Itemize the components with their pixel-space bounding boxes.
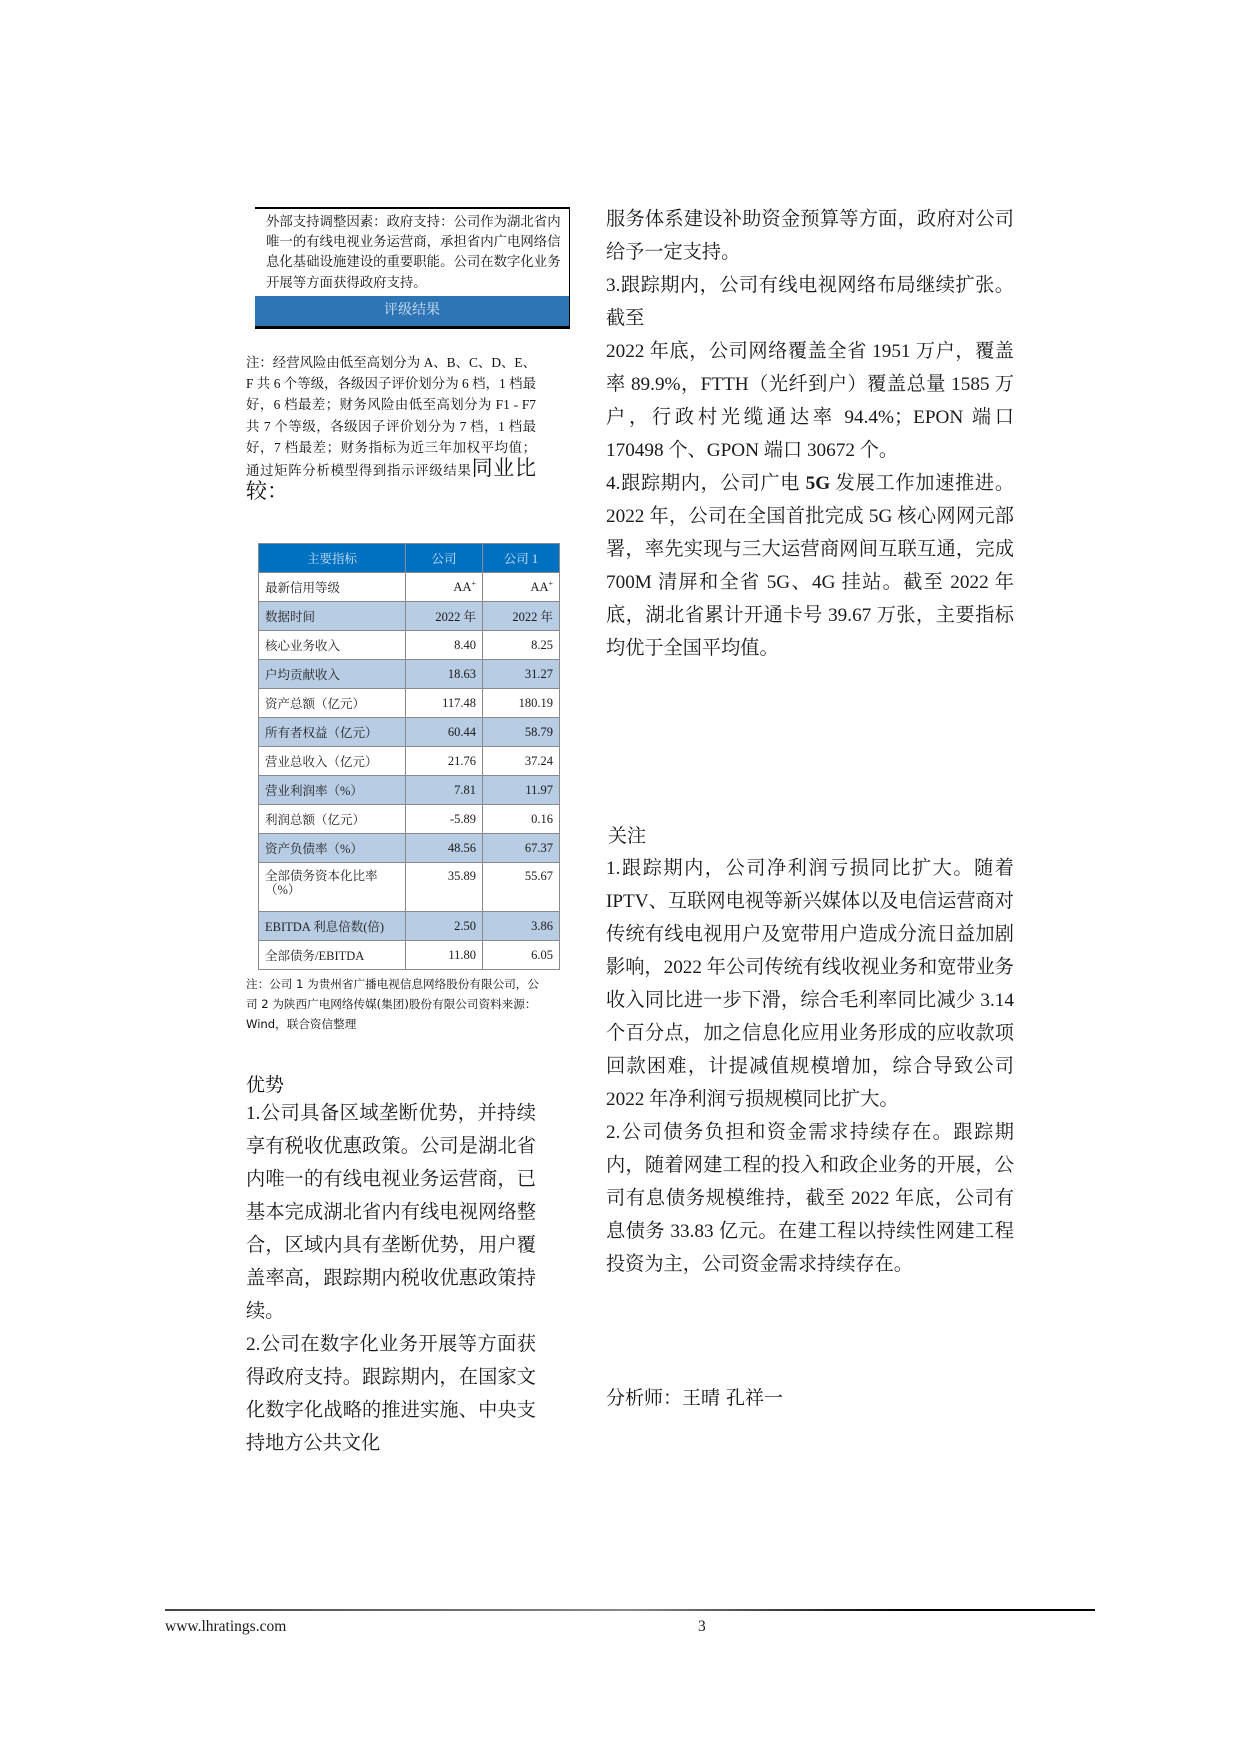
row-value-company-1: 8.25 — [483, 631, 560, 660]
row-label: 数据时间 — [259, 602, 406, 631]
row-value-company: 60.44 — [406, 718, 483, 747]
table-row — [259, 602, 560, 631]
row-label: EBITDA 利息倍数(倍) — [259, 912, 406, 941]
table-row — [259, 747, 560, 776]
row-label: 全部债务资本化比率（%） — [259, 863, 406, 912]
advantage-item-4: 4.跟踪期内，公司广电 5G 发展工作加速推进。2022 年，公司在全国首批完成 5G 核心网网元部署，率先实现与三大运营商网间互联互通，完成 700M 清屏和全省 5G、4G 挂站。截至 2022 年底，湖北省累计开通卡号 39.67 万张，主要指标均优于全国平均值。 — [606, 473, 1015, 659]
table-row — [259, 776, 560, 805]
row-value-company: 35.89 — [406, 863, 483, 912]
row-value-company: 8.40 — [406, 631, 483, 660]
advantage-item-2-continued: 服务体系建设补助资金预算等方面，政府对公司给予一定支持。 — [606, 209, 1014, 263]
table-row — [259, 863, 560, 912]
row-label: 营业利润率（%） — [259, 776, 406, 805]
table-row — [259, 689, 560, 718]
advantages-title: 优势 — [246, 1074, 285, 1096]
peer-comparison-table — [258, 543, 560, 970]
analyst-names: 分析师：王晴 孔祥一 — [606, 1387, 784, 1409]
row-label: 利润总额（亿元） — [259, 805, 406, 834]
row-value-company: 11.80 — [406, 941, 483, 970]
row-value-company: 117.48 — [406, 689, 483, 718]
row-value-company-1: 58.79 — [483, 718, 560, 747]
row-value-company-1: 67.37 — [483, 834, 560, 863]
page-number: 3 — [698, 1618, 706, 1635]
row-value-company: 21.76 — [406, 747, 483, 776]
row-value-company-1: 180.19 — [483, 689, 560, 718]
table-header-row — [259, 544, 560, 573]
row-value-company-1: 0.16 — [483, 805, 560, 834]
table-row — [259, 573, 560, 602]
concern-item-2: 2.公司债务负担和资金需求持续存在。跟踪期内，随着网建工程的投入和政企业务的开展，公司有息债务规模维持，截至 2022 年底，公司有息债务 33.83 亿元。在建工程以持续性网建工程投资为主，公司资金需求持续存在。 — [606, 1122, 1014, 1275]
row-value-company-1: 6.05 — [483, 941, 560, 970]
advantage-item-3-body: 2022 年底，公司网络覆盖全省 1951 万户，覆盖率 89.9%，FTTH（光纤到户）覆盖总量 1585 万户，行政村光缆通达率 94.4%；EPON 端口 170498 个、GPON 端口 30672 个。 — [606, 341, 1014, 461]
external-support-text: 外部支持调整因素：政府支持：公司作为湖北省内唯一的有线电视业务运营商，承担省内广电网络信息化基础设施建设的重要职能。公司在数字化业务开展等方面获得政府支持。 — [266, 215, 561, 291]
table-row — [259, 660, 560, 689]
table-row — [259, 834, 560, 863]
row-value-company-1: 37.24 — [483, 747, 560, 776]
row-value-company-1: 3.86 — [483, 912, 560, 941]
concern-item-1: 1.跟踪期内，公司净利润亏损同比扩大。随着 IPTV、互联网电视等新兴媒体以及电信运营商对传统有线电视用户及宽带用户造成分流日益加剧影响，2022 年公司传统有线收视业务和宽带业务收入同比进一步下滑，综合毛利率同比减少 3.14 个百分点，加之信息化应用业务形成的应收款项回款困难，计提减值规模增加，综合导致公司 2022 年净利润亏损规模同比扩大。 — [606, 858, 1014, 1110]
rating-note — [246, 352, 536, 504]
advantage-item-3-lead: 3.跟踪期内，公司有线电视网络布局继续扩张。截至 — [606, 275, 1014, 329]
row-value-company: 2.50 — [406, 912, 483, 941]
external-support-box — [255, 207, 570, 329]
table-row — [259, 912, 560, 941]
row-label: 户均贡献收入 — [259, 660, 406, 689]
rating-result-bar: 评级结果 — [255, 296, 569, 329]
footer-website-link[interactable]: www.lhratings.com — [165, 1618, 287, 1635]
row-value-company: 48.56 — [406, 834, 483, 863]
row-value-company-1: 31.27 — [483, 660, 560, 689]
concerns-title: 关注 — [608, 825, 647, 847]
header-company: 公司 — [406, 544, 483, 573]
row-value-company: -5.89 — [406, 805, 483, 834]
row-label: 所有者权益（亿元） — [259, 718, 406, 747]
advantage-item-1: 1.公司具备区域垄断优势，并持续享有税收优惠政策。公司是湖北省内唯一的有线电视业务运营商，已基本完成湖北省内有线电视网络整合，区域内具有垄断优势，用户覆盖率高，跟踪期内税收优惠政策持续。 — [246, 1103, 536, 1322]
row-value-company: 2022 年 — [406, 602, 483, 631]
rating-note-text: 注：经营风险由低至高划分为 A、B、C、D、E、F 共 6 个等级，各级因子评价划分为 6 档，1 档最好，6 档最差；财务风险由低至高划分为 F1 - F7 共 7 个等级，各级因子评价划分为 7 档，1 档最好，7 档最差；财务指标为近三年加权平均值；通过矩阵分析模型得到指示评级结果 — [246, 355, 536, 479]
table-row — [259, 805, 560, 834]
row-value-company-1: 11.97 — [483, 776, 560, 805]
row-value-company-1: 2022 年 — [483, 602, 560, 631]
header-indicator: 主要指标 — [259, 544, 406, 573]
row-label: 全部债务/EBITDA — [259, 941, 406, 970]
peer-comparison-title: 同业比较： — [246, 456, 537, 504]
row-label: 最新信用等级 — [259, 573, 406, 602]
advantages-body — [246, 1097, 536, 1460]
header-company-1: 公司 1 — [483, 544, 560, 573]
row-label: 营业总收入（亿元） — [259, 747, 406, 776]
row-label: 资产负债率（%） — [259, 834, 406, 863]
advantage-item-2: 2.公司在数字化业务开展等方面获得政府支持。跟踪期内，在国家文化数字化战略的推进实施、中央支持地方公共文化 — [246, 1334, 536, 1454]
row-value-company: 18.63 — [406, 660, 483, 689]
table-row — [259, 941, 560, 970]
row-label: 资产总额（亿元） — [259, 689, 406, 718]
row-label: 核心业务收入 — [259, 631, 406, 660]
table-row — [259, 718, 560, 747]
table-row — [259, 631, 560, 660]
row-value-company-1: AA+ — [483, 573, 560, 602]
advantages-continued — [606, 203, 1014, 665]
row-value-company-1: 55.67 — [483, 863, 560, 912]
table-source-note: 注：公司 1 为贵州省广播电视信息网络股份有限公司，公司 2 为陕西广电网络传媒(集团)股份有限公司资料来源：Wind，联合资信整理 — [246, 977, 539, 1031]
footer-divider — [165, 1609, 1095, 1611]
concerns-body — [606, 852, 1014, 1281]
row-value-company: 7.81 — [406, 776, 483, 805]
row-value-company: AA+ — [406, 573, 483, 602]
